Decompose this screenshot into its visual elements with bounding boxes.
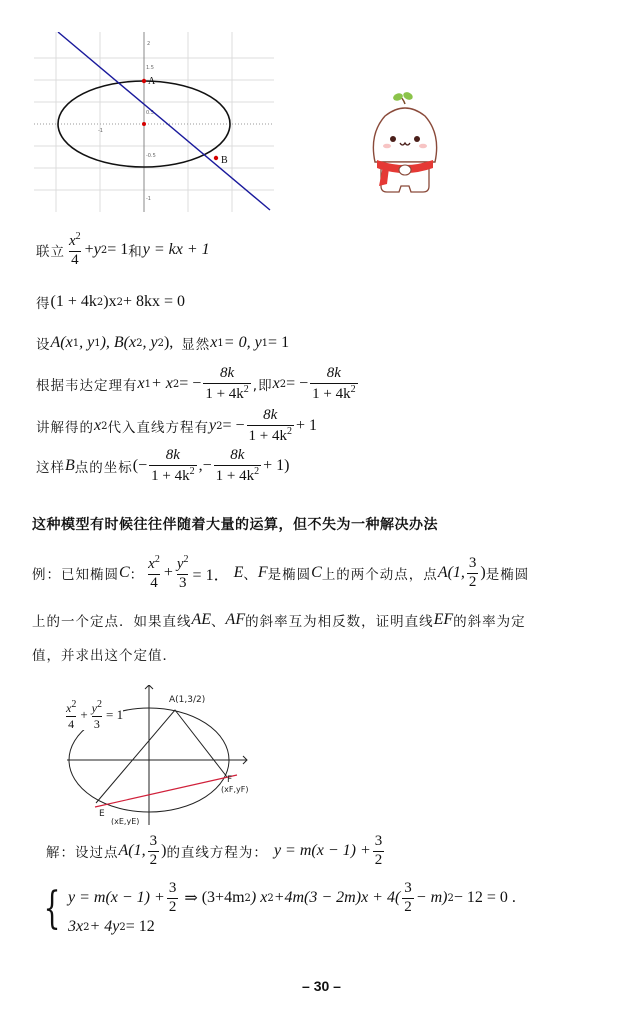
point-b: B — [65, 457, 75, 475]
frac-den: 4 — [71, 251, 79, 268]
eq-part: x — [272, 375, 280, 393]
eq-part: ), — [163, 334, 174, 351]
sup: 2 — [254, 465, 260, 477]
section-heading: 这种模型有时候往往伴随着大量的运算，但不失为一种解决办法 — [32, 517, 438, 533]
solution-line — [46, 834, 386, 869]
sep: 、 — [211, 614, 226, 630]
eq-part: , y — [79, 334, 95, 351]
frac-num: 8k — [165, 447, 180, 463]
point-b — [214, 156, 218, 160]
sub: 2 — [136, 337, 143, 349]
text: 上的一个定点．如果直线 — [32, 614, 192, 630]
label-a: A(1,3/2) — [169, 695, 206, 705]
sup: 2 — [96, 296, 104, 308]
step-3-prefix: 设 — [36, 337, 51, 353]
page-number: – 30 – — [302, 978, 341, 994]
step-5-prefix: 讲解得的 — [36, 420, 94, 437]
eq-part: + 8kx = 0 — [122, 293, 185, 310]
sub: 1 — [217, 337, 224, 349]
label-e-coords: (xE,yE) — [111, 817, 140, 825]
sub: 1 — [94, 337, 101, 349]
example-line-3 — [32, 644, 177, 664]
var-c: C — [311, 564, 322, 582]
mascot-icon — [355, 90, 455, 200]
step-6-prefix: 这样 — [36, 460, 65, 477]
step-3 — [36, 333, 289, 353]
frac-num: 8k — [263, 407, 278, 423]
sub: 2 — [157, 337, 164, 349]
sub: 1 — [261, 337, 269, 349]
frac-den: 2 — [168, 898, 177, 915]
text: 是椭圆 — [267, 567, 312, 584]
step-1-prefix: 联立 — [36, 244, 65, 261]
eq-part: = − — [179, 375, 202, 393]
sup: 2 — [350, 383, 356, 395]
eq-part: ) x — [250, 889, 268, 906]
tick-label: -1 — [98, 128, 103, 134]
figure-2-equation — [62, 700, 123, 730]
eq-part: x — [210, 334, 218, 351]
line-ef: EF — [433, 611, 454, 628]
tick-label: 1.5 — [146, 65, 154, 71]
step-4 — [36, 366, 360, 403]
sup: 2 — [154, 554, 160, 565]
frac-den: 3 — [93, 716, 100, 731]
equation-system — [38, 880, 516, 938]
sub: 2 — [216, 420, 223, 432]
fraction — [90, 700, 104, 730]
frac-num: x — [148, 556, 155, 572]
fraction — [67, 232, 83, 269]
sub: 1 — [72, 337, 80, 349]
example-prefix: 例：已知椭圆 — [32, 567, 119, 584]
frac-num: y — [91, 701, 97, 715]
sup: 2 — [447, 892, 454, 904]
frac-den: 2 — [374, 851, 383, 868]
fraction — [402, 881, 414, 916]
eq-part: ,− — [198, 457, 212, 475]
fraction — [214, 448, 261, 485]
line-eq: y = m(x − 1) + — [273, 842, 371, 860]
frac-den: 1 + 4k — [248, 427, 287, 444]
sup: 2 — [244, 892, 251, 904]
eq-part: (1 + 4k — [50, 293, 97, 310]
frac-den: 4 — [68, 716, 75, 731]
tick-label: -1 — [146, 196, 151, 202]
frac-den: 1 + 4k — [312, 385, 351, 402]
line-eq: y = kx + 1 — [142, 241, 210, 259]
point-a — [142, 79, 146, 83]
frac-num: 8k — [326, 365, 341, 381]
text: 值，并求出这个定值． — [32, 648, 177, 664]
frac-num: x — [69, 233, 76, 249]
eq-part: − m) — [415, 889, 448, 906]
sub: 2 — [172, 378, 180, 390]
frac-den: 2 — [149, 851, 158, 868]
eq-part: + 1) — [263, 457, 290, 475]
fraction — [149, 448, 196, 485]
fraction — [310, 366, 357, 403]
step-2-prefix: 得 — [36, 296, 51, 312]
eq-part: = − — [286, 375, 309, 393]
label-f: F — [227, 775, 233, 785]
eq-part: = − — [222, 417, 245, 435]
sup: 2 — [97, 699, 102, 710]
left-brace: { — [43, 883, 61, 934]
eq-part: + x — [150, 375, 173, 393]
fraction — [64, 700, 78, 730]
fraction — [467, 556, 479, 591]
frac-num: y — [176, 556, 184, 572]
frac-num: 3 — [374, 833, 383, 849]
sup: 2 — [71, 699, 77, 710]
eq-part: +4m(3 − 2m)x + 4( — [273, 889, 401, 906]
label-f-coords: (xF,yF) — [221, 785, 249, 794]
line-ab — [58, 32, 270, 210]
sup: 2 — [183, 554, 189, 565]
step-5 — [36, 408, 317, 445]
eq-rhs: = 1 — [107, 241, 129, 259]
eq-part: x — [137, 375, 145, 393]
grid — [34, 32, 274, 212]
point-a: A(1, — [118, 842, 146, 860]
frac-den: 2 — [404, 898, 412, 915]
center-point — [142, 122, 146, 126]
frac-den: 2 — [468, 573, 477, 590]
fraction — [247, 408, 294, 445]
eq-part: , y — [142, 334, 158, 351]
eq-part: + 1 — [295, 417, 318, 435]
eq-part: = 1 — [268, 334, 290, 351]
example-line-1 — [32, 555, 529, 592]
eq-part: )x — [103, 293, 117, 310]
eq-part: = 12 — [125, 918, 155, 935]
obviously: 显然 — [181, 337, 211, 353]
sup: 2 — [75, 231, 81, 242]
tick-label: 2 — [147, 41, 151, 47]
tick-label: 0.5 — [146, 110, 154, 116]
sup: 2 — [100, 244, 108, 256]
eq-part: ) — [161, 842, 167, 860]
sup: 2 — [83, 921, 90, 933]
fraction — [146, 555, 162, 592]
frac-num: 3 — [149, 833, 158, 849]
ellipse-line-graph — [34, 32, 274, 212]
line-ae: AE — [191, 611, 212, 628]
eq-part: (− — [132, 457, 148, 475]
var-f: F — [257, 564, 268, 582]
plus: + — [163, 564, 173, 582]
plus: + — [84, 241, 94, 259]
step-2 — [36, 292, 185, 312]
eq-part: − 12 = 0 . — [453, 889, 516, 906]
fraction — [203, 366, 250, 403]
sup: 2 — [286, 425, 292, 437]
fraction — [148, 834, 160, 869]
eq-part: A(x — [50, 334, 73, 351]
step-4-prefix: 根据韦达定理有 — [36, 378, 138, 395]
sup: 2 — [267, 892, 274, 904]
eq-part: = 0, y — [223, 334, 262, 351]
frac-den: 1 + 4k — [205, 385, 244, 402]
sub: 2 — [101, 420, 108, 432]
label-e: E — [99, 809, 105, 819]
text: 的斜率互为相反数，证明直线 — [245, 614, 434, 630]
eq-part: y = m(x − 1) + — [68, 889, 165, 906]
implies-arrow: ⇒ — [184, 890, 198, 907]
point-a-label: A — [148, 76, 156, 87]
sub: 1 — [144, 378, 151, 390]
var-y: y — [93, 241, 101, 259]
fraction — [175, 555, 191, 592]
frac-num: 3 — [468, 555, 477, 571]
sup: 2 — [189, 465, 195, 477]
text: 上的两个动点，点 — [321, 567, 438, 584]
step-6 — [36, 448, 289, 485]
text: 的直线方程为： — [166, 845, 268, 862]
sep: 、 — [243, 567, 258, 584]
sup: 2 — [116, 296, 123, 308]
eq-part: = 1． — [192, 566, 230, 584]
frac-den: 1 + 4k — [151, 467, 190, 484]
eq-part: x — [94, 417, 102, 435]
that-is: ,即 — [252, 378, 273, 395]
eq-part: (3+4m — [201, 889, 245, 906]
substitute-text: 代入直线方程有 — [107, 420, 209, 437]
fraction — [373, 834, 385, 869]
conj: 和 — [128, 244, 143, 261]
frac-num: 8k — [219, 365, 235, 381]
sup: 2 — [119, 921, 126, 933]
sup: 2 — [243, 383, 249, 395]
frac-den: 4 — [150, 574, 158, 591]
point-a: A(1, — [437, 564, 465, 582]
eq-part: y — [208, 417, 217, 435]
line-af: AF — [225, 611, 246, 628]
step-1 — [36, 232, 210, 269]
var-c: C — [119, 564, 130, 582]
plus: + — [80, 707, 88, 723]
frac-num: 3 — [404, 879, 412, 896]
frac-num: x — [66, 701, 72, 715]
eq-part: ), B(x — [100, 334, 137, 351]
tick-label: -0.5 — [146, 153, 156, 159]
solution-prefix: 解：设过点 — [46, 845, 119, 862]
var-e: E — [233, 564, 244, 582]
example-line-2 — [32, 610, 526, 630]
eq-rhs: = 1 — [106, 707, 124, 723]
colon: ： — [129, 567, 145, 584]
frac-den: 3 — [178, 574, 187, 591]
fraction — [167, 881, 179, 916]
text: 的斜率为定 — [453, 614, 526, 630]
text: 是椭圆 — [485, 567, 530, 584]
eq-part: ) — [480, 564, 486, 582]
eq-part: + 4y — [89, 918, 120, 935]
coords-text: 点的坐标 — [74, 460, 133, 477]
frac-num: 3 — [168, 879, 177, 896]
point-b-label: B — [221, 155, 228, 166]
eq-part: 3x — [68, 918, 84, 935]
sub: 2 — [279, 378, 287, 390]
frac-num: 8k — [230, 447, 245, 463]
frac-den: 1 + 4k — [215, 467, 255, 484]
